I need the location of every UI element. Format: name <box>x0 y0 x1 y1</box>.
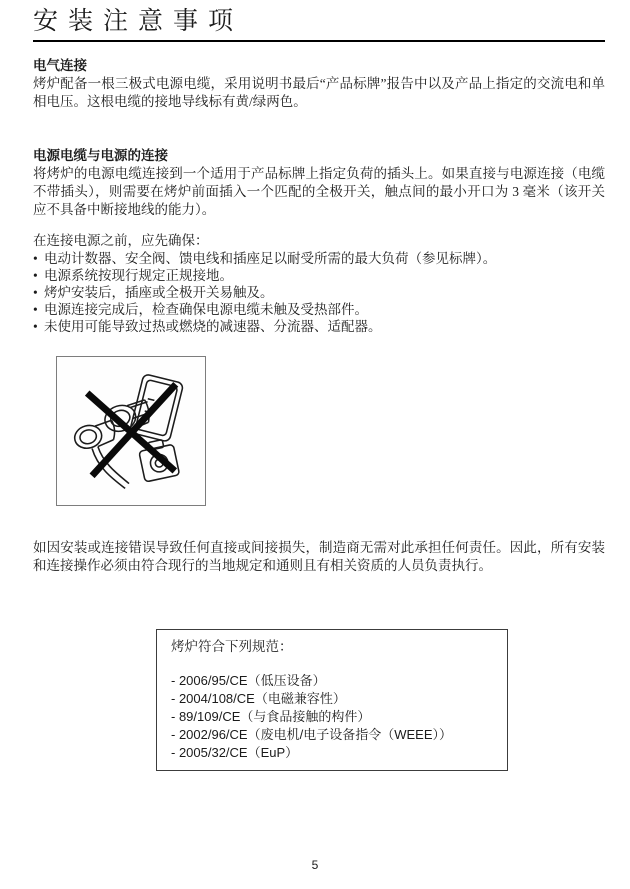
directive-item: - 2006/95/CE（低压设备） <box>171 673 326 688</box>
checklist-item <box>33 250 605 267</box>
page-title: 安装注意事项 <box>33 8 605 42</box>
directive-item: - 89/109/CE（与食品接触的构件） <box>171 709 371 724</box>
bullet-icon: • <box>33 302 38 317</box>
directive-item: - 2004/108/CE（电磁兼容性） <box>171 691 346 706</box>
directive-item: - 2005/32/CE（EuP） <box>171 745 299 760</box>
section-heading-electrical-connection: 电气连接 <box>33 58 87 73</box>
checklist-intro: 在连接电源之前，应先确保： <box>33 233 209 248</box>
checklist-item <box>33 267 605 284</box>
compliance-intro: 烤炉符合下列规范： <box>171 639 293 654</box>
electrical-connection-paragraph: 烤炉配备一根三极式电源电缆，采用说明书最后“产品标牌”报告中以及产品上指定的交流电和单相电压。这根电缆的接地导线标有黄/绿两色。 <box>33 76 605 109</box>
checklist-item-text: 烤炉安装后，插座或全极开关易触及。 <box>44 285 274 300</box>
checklist-item <box>33 318 605 335</box>
directive-list <box>171 672 497 762</box>
checklist-item-text: 电源系统按现行规定正规接地。 <box>44 268 233 283</box>
bullet-icon: • <box>33 285 38 300</box>
checklist-item <box>33 284 605 301</box>
liability-disclaimer-paragraph: 如因安装或连接错误导致任何直接或间接损失，制造商无需对此承担任何责任。因此，所有安装和连接操作必须由符合现行的当地规定和通则且有相关资质的人员负责执行。 <box>33 540 605 573</box>
checklist-item-text: 电源连接完成后，检查确保电源电缆未触及受热部件。 <box>44 302 368 317</box>
checklist-item <box>33 301 605 318</box>
power-cable-connection-paragraph: 将烤炉的电源电缆连接到一个适用于产品标牌上指定负荷的插头上。如果直接与电源连接（电缆不带插头），则需要在烤炉前面插入一个匹配的全极开关，触点间的最小开口为 3 毫米（该开关应不具备中断接地线的能力）。 <box>33 166 605 217</box>
checklist-item-text: 未使用可能导致过热或燃烧的减速器、分流器、适配器。 <box>44 319 382 334</box>
bullet-icon: • <box>33 268 38 283</box>
bullet-icon: • <box>33 319 38 334</box>
section-heading-power-cable-connection: 电源电缆与电源的连接 <box>33 148 168 163</box>
pre-connection-checklist <box>33 250 605 335</box>
checklist-item-text: 电动计数器、安全阀、馈电线和插座足以耐受所需的最大负荷（参见标牌）。 <box>44 251 497 266</box>
bullet-icon: • <box>33 251 38 266</box>
no-adapter-warning-figure <box>56 356 206 506</box>
page-number: 5 <box>311 858 319 872</box>
plug-adapter-crossed-icon <box>58 358 204 504</box>
directive-item: - 2002/96/CE（废电机/电子设备指令（WEEE）） <box>171 727 452 742</box>
compliance-box <box>156 629 508 771</box>
